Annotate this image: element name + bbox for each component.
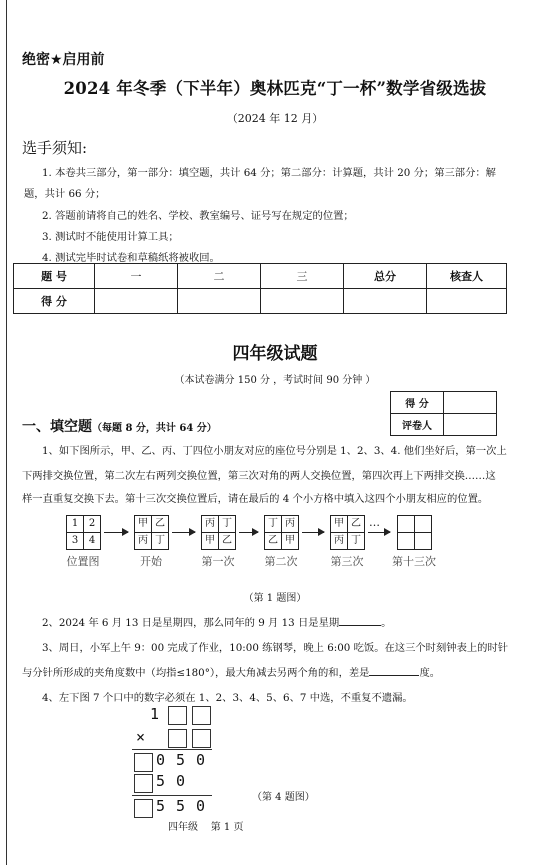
- grid-cell: 丙: [205, 518, 215, 529]
- score-input-cell[interactable]: [178, 289, 261, 314]
- q2-text-before: 2、2024 年 6 月 13 日是星期四，那么同年的 9 月 13 日是星期: [42, 617, 340, 629]
- ellipsis: …: [369, 516, 380, 529]
- q1-line-3: 样一直重复交换下去。第十三次交换位置后，请在最后的 4 个小方格中填入这四个小朋友相应的位置。: [22, 493, 489, 505]
- score-table-score-row: [14, 289, 507, 314]
- q4-digit-box[interactable]: [168, 729, 187, 748]
- score-header-cell: 总分: [344, 264, 427, 289]
- q1-caption: （第 1 题图）: [243, 593, 307, 604]
- step-label: 开始: [140, 555, 162, 568]
- notice-item-1-cont: 题，共计 66 分；: [24, 188, 106, 200]
- arrow-icon: [104, 532, 128, 533]
- grader-name-label: 评卷人: [391, 414, 444, 436]
- q2-text-after: 。: [381, 617, 392, 629]
- q4-row3-digit: 0: [156, 751, 166, 769]
- q4-times-sign: ×: [136, 728, 146, 746]
- page-left-border: [6, 0, 7, 865]
- notice-item-1: 1. 本卷共三部分，第一部分：填空题，共计 64 分；第二部分：计算题，共计 20 分；第三部分：解: [42, 167, 496, 179]
- secret-label: 绝密★启用前: [22, 52, 105, 68]
- step-label: 第十三次: [392, 555, 436, 568]
- score-header-cell: 二: [178, 264, 261, 289]
- grid-cell: 甲: [138, 518, 148, 529]
- q4-row3-digit: 0: [196, 751, 206, 769]
- score-table-header-row: [14, 264, 507, 289]
- grid-cell: 3: [71, 535, 79, 546]
- grader-score-label: 得 分: [391, 392, 444, 414]
- grid-cell[interactable]: [398, 533, 414, 549]
- section-1-title: 一、填空题: [22, 419, 92, 435]
- notice-heading: 选手须知:: [22, 139, 88, 157]
- q4-digit-box[interactable]: [192, 706, 211, 725]
- notice-item-4: 4. 测试完毕时试卷和草稿纸将被收回。: [42, 252, 220, 264]
- score-header-cell: 三: [261, 264, 344, 289]
- grid-cell: 乙: [351, 518, 361, 529]
- q4-row4-digit: 0: [176, 772, 186, 790]
- q1-line-2: 下两排交换位置，第二次左右两列交换位置，第三次对角的两人交换位置，第四次再上下两排交换……这: [22, 470, 496, 482]
- grid-cell: 乙: [268, 535, 278, 546]
- q3-text-before: 与分针所形成的夹角度数中（均指≤180°），最大角减去另两个角的和，差是: [22, 667, 370, 679]
- grid-cell: 1: [71, 518, 79, 529]
- notice-item-3: 3. 测试时不能使用计算工具；: [42, 231, 179, 243]
- grid-cell: 丙: [285, 518, 295, 529]
- q4-text: 4、左下图 7 个口中的数字必须在 1、2、3、4、5、6、7 中选，不重复不遗漏。: [42, 692, 413, 704]
- section-1-heading: [22, 416, 217, 436]
- score-input-cell[interactable]: [344, 289, 427, 314]
- grid-cell: 丁: [222, 518, 232, 529]
- page-footer: [168, 818, 243, 833]
- grid-cell: 甲: [205, 535, 215, 546]
- q4-row4-digit: 5: [156, 772, 166, 790]
- grid-cell: 2: [88, 518, 96, 529]
- section-1-note: （每题 8 分，共计 64 分）: [92, 423, 217, 434]
- q4-digit-box[interactable]: [192, 729, 211, 748]
- score-header-cell: 题 号: [14, 264, 95, 289]
- q4-rule-1: [132, 749, 212, 750]
- q4-digit-box[interactable]: [134, 753, 153, 772]
- grid-cell: 丁: [155, 535, 165, 546]
- q4-row3-digit: 5: [176, 751, 186, 769]
- grid-cell: 丙: [138, 535, 148, 546]
- notice-item-2: 2. 答题前请将自己的姓名、学校、教室编号、证号写在规定的位置；: [42, 210, 354, 222]
- arrow-icon: [239, 532, 258, 533]
- footer-page: 第 1 页: [210, 822, 244, 833]
- q4-row5-digit: 0: [196, 797, 206, 815]
- grade-subtitle: （本试卷满分 150 分 ，考试时间 90 分钟 ）: [174, 375, 376, 386]
- grid-cell[interactable]: [415, 516, 431, 532]
- q4-caption: （第 4 题图）: [252, 792, 315, 803]
- step-label: 第二次: [264, 555, 298, 568]
- q4-row5-digit: 5: [156, 797, 166, 815]
- grid-cell: 丙: [334, 535, 344, 546]
- score-header-cell: 核查人: [427, 264, 507, 289]
- grid-cell[interactable]: [398, 516, 414, 532]
- q4-digit-box[interactable]: [168, 706, 187, 725]
- score-row-label: 得 分: [14, 289, 95, 314]
- arrow-icon: [172, 532, 195, 533]
- score-input-cell[interactable]: [261, 289, 344, 314]
- q4-digit-box[interactable]: [134, 774, 153, 793]
- step-label: 第三次: [330, 555, 364, 568]
- q2-text: [42, 614, 391, 629]
- q3-line-1: 3、周日，小军上午 9：00 完成了作业，10:00 练钢琴，晚上 6:00 吃饭。在这三个时刻钟表上的时针: [42, 642, 509, 654]
- grader-name-cell[interactable]: [444, 414, 497, 436]
- q3-line-2: [22, 664, 440, 679]
- arrow-icon: [302, 532, 324, 533]
- footer-grade: 四年级: [168, 822, 198, 833]
- score-input-cell[interactable]: [95, 289, 178, 314]
- grid-cell: 乙: [155, 518, 165, 529]
- arrow-icon: [368, 532, 390, 533]
- grid-cell: 丁: [351, 535, 361, 546]
- grader-table: [390, 391, 497, 436]
- step-label: 位置图: [66, 555, 100, 568]
- q2-answer-blank[interactable]: [339, 614, 381, 626]
- grid-cell: 甲: [285, 535, 295, 546]
- grid-cell[interactable]: [415, 533, 431, 549]
- exam-date: （2024 年 12 月）: [226, 112, 324, 125]
- score-table: [13, 263, 507, 314]
- grid-cell: 甲: [334, 518, 344, 529]
- q3-answer-blank[interactable]: [369, 664, 419, 676]
- score-header-cell: 一: [95, 264, 178, 289]
- q1-line-1: 1、如下图所示，甲、乙、丙、丁四位小朋友对应的座位号分别是 1、2、3、4. 他们坐好后，第一次上: [42, 445, 507, 457]
- grid-cell: 4: [88, 535, 96, 546]
- grade-title: 四年级试题: [232, 344, 318, 364]
- q3-text-after: 度。: [419, 667, 441, 679]
- grid-cell: 乙: [222, 535, 232, 546]
- exam-title: 2024 年冬季（下半年）奥林匹克“丁一杯”数学省级选拔: [63, 79, 487, 98]
- grid-cell: 丁: [268, 518, 278, 529]
- grader-score-cell[interactable]: [444, 392, 497, 414]
- step-label: 第一次: [201, 555, 235, 568]
- q4-digit-1: 1: [150, 705, 160, 723]
- q4-row5-digit: 5: [176, 797, 186, 815]
- q4-digit-box[interactable]: [134, 799, 153, 818]
- q4-rule-2: [132, 795, 212, 796]
- score-input-cell[interactable]: [427, 289, 507, 314]
